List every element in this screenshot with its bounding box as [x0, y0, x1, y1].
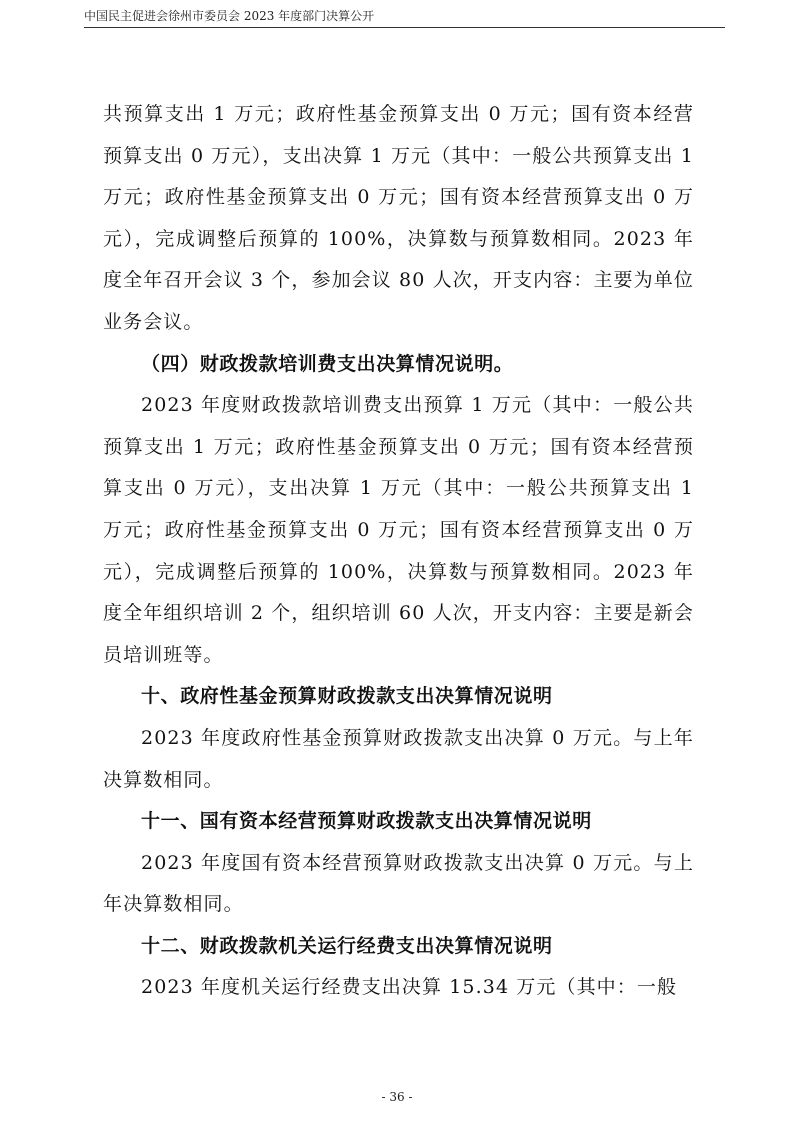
section-heading-operating-expense: 十二、财政拨款机关运行经费支出决算情况说明 [141, 934, 553, 957]
header-divider [84, 27, 725, 28]
paragraph-government-fund: 2023 年度政府性基金预算财政拨款支出决算 0 万元。与上年决算数相同。 [103, 726, 694, 791]
section-heading-government-fund: 十、政府性基金预算财政拨款支出决算情况说明 [141, 685, 553, 708]
paragraph-operating-expense: 2023 年度机关运行经费支出决算 15.34 万元（其中：一般 [141, 976, 678, 999]
section-heading-training-expense: （四）财政拨款培训费支出决算情况说明。 [141, 352, 514, 375]
document-body [103, 94, 694, 1009]
paragraph-state-capital: 2023 年度国有资本经营预算财政拨款支出决算 0 万元。与上年决算数相同。 [103, 851, 694, 916]
page-number: - 36 - [381, 1090, 413, 1104]
running-header: 中国民主促进会徐州市委员会 2023 年度部门决算公开 [84, 9, 375, 23]
paragraph-training-expense: 2023 年度财政拨款培训费支出预算 1 万元（其中：一般公共预算支出 1 万元；政府性基金预算支出 0 万元；国有资本经营预算支出 0 万元），支出决算 1 万元（其中：一般公共预算支出 1 万元；政府性基金预算支出 0 万元；国有资本经营预算支出 0 万元），完成调整后预算的 100%，决算数与预算数相同。2023 年度全年组织培训 2 个，组织培训 60 人次，开支内容：主要是新会员培训班等。 [103, 394, 694, 666]
paragraph-meeting-expense-continued: 共预算支出 1 万元；政府性基金预算支出 0 万元；国有资本经营预算支出 0 万元），支出决算 1 万元（其中：一般公共预算支出 1 万元；政府性基金预算支出 0 万元；国有资本经营预算支出 0 万元），完成调整后预算的 100%，决算数与预算数相同。2023 年度全年召开会议 3 个，参加会议 80 人次，开支内容：主要为单位业务会议。 [103, 103, 694, 333]
section-heading-state-capital: 十一、国有资本经营预算财政拨款支出决算情况说明 [141, 810, 592, 833]
